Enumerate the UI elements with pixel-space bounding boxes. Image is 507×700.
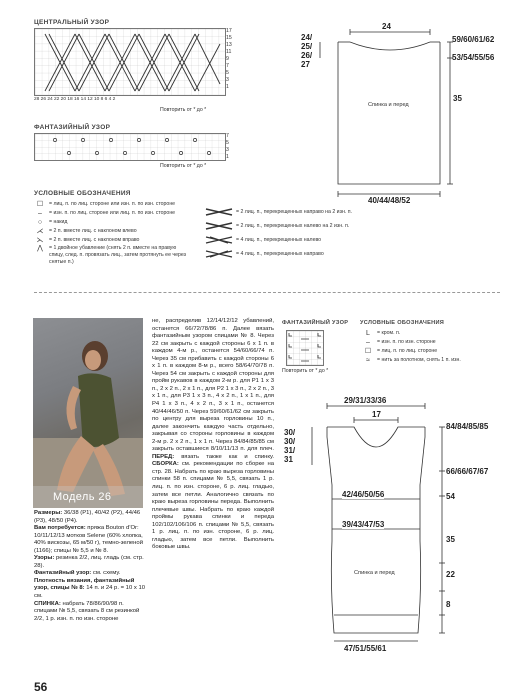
legend-cable-item: = 2 лиц. п., перекрещенных направо на 2 изн. п. <box>205 205 375 219</box>
legend-item: ⋀ = 1 двойное убавление (снять 2 п. вместе на правую спицу, след. п. провязать лиц., затем протянуть ее через снятые п.) <box>34 245 194 266</box>
legend-item: ○ = накид <box>34 218 194 227</box>
central-repeat-note: Повторить от * до * <box>160 107 207 113</box>
page-number: 56 <box>34 680 48 694</box>
bottom-left-heights: 30/ 30/ 31/ 31 <box>284 428 296 464</box>
right-legend-title: УСЛОВНЫЕ ОБОЗНАЧЕНИЯ <box>360 320 445 326</box>
purl-symbol-icon: – <box>38 210 42 217</box>
bottom-schematic <box>282 395 504 670</box>
legend-item: ☐ = лиц. п. по лиц. стороне <box>362 347 502 356</box>
top-schematic <box>300 18 500 208</box>
top-height-measure: 35 <box>453 94 462 103</box>
bottom-measure-r3: 54 <box>446 492 455 501</box>
top-schematic-drawing <box>300 18 500 208</box>
double-decrease-icon: ⋀ <box>37 245 43 252</box>
top-right-measure-2: 53/54/55/56 <box>452 53 495 62</box>
model-figure <box>33 318 143 508</box>
central-col-numbers: 28 26 24 22 20 18 16 14 12 10 8 6 4 2 <box>34 97 116 102</box>
knit-symbol-icon: ☐ <box>364 348 372 355</box>
bottom-measure-r2: 66/66/67/67 <box>446 467 489 476</box>
legend-item: ≈ = нить за полотном, снять 1 п. изн. <box>362 356 502 365</box>
bottom-width-1: 42/46/50/56 <box>342 490 385 499</box>
bottom-neck-width: 17 <box>372 410 381 419</box>
right-repeat-note: Повторить от * до * <box>282 368 329 374</box>
fancy-pattern-title: ФАНТАЗИЙНЫЙ УЗОР <box>34 124 111 131</box>
bottom-measure-r4: 35 <box>446 535 455 544</box>
top-schematic-label: Спинка и перед <box>368 102 409 108</box>
legend-list <box>34 200 194 266</box>
top-right-measure-1: 59/60/61/62 <box>452 35 495 44</box>
legend-item: ☐ = лиц. п. по лиц. стороне или изн. п. по изн. стороне <box>34 200 194 209</box>
slip-stitch-icon: ≈ <box>366 357 370 364</box>
legend-item: – = изн. п. по изн. стороне <box>362 338 502 347</box>
legend-item: ⋌ = 2 п. вместе лиц. с наклоном влево <box>34 227 194 236</box>
purl-symbol-icon: – <box>366 339 370 346</box>
k2tog-left-icon: ⋌ <box>36 228 44 235</box>
k2tog-right-icon: ⋋ <box>36 237 44 244</box>
legend-item: ⋋ = 2 п. вместе лиц. с наклоном вправо <box>34 236 194 245</box>
bottom-width-2: 39/43/47/53 <box>342 520 385 529</box>
legend-title: УСЛОВНЫЕ ОБОЗНАЧЕНИЯ <box>34 190 131 197</box>
legend-item: – = изн. п. по лиц. стороне или лиц. п. по изн. стороне <box>34 209 194 218</box>
cable4-left-icon <box>205 236 233 244</box>
right-fancy-title: ФАНТАЗИЙНЫЙ УЗОР <box>282 320 349 326</box>
cable-right-icon <box>205 208 233 216</box>
central-pattern-title: ЦЕНТРАЛЬНЫЙ УЗОР <box>34 19 110 26</box>
legend-cable-item: = 4 лиц. п., перекрещенных налево <box>205 233 375 247</box>
fancy-pattern-chart <box>34 133 226 161</box>
central-chart-grid <box>35 29 225 95</box>
model-caption: Модель 26 <box>53 491 112 503</box>
bottom-measure-r1: 84/84/85/85 <box>446 422 489 431</box>
top-bottom-measure: 40/44/48/52 <box>368 196 411 205</box>
legend-cable-item: = 4 лиц. п., перекрещенных направо <box>205 247 375 261</box>
bottom-measure-r6: 8 <box>446 600 451 609</box>
section-divider <box>34 292 500 293</box>
bottom-schematic-label: Спинка и перед <box>354 570 395 576</box>
fancy-chart-grid <box>35 134 225 160</box>
legend-cable-item: = 2 лиц. п., перекрещенных налево на 2 изн. п. <box>205 219 375 233</box>
legend-item: L = кром. п. <box>362 329 502 338</box>
central-pattern-chart <box>34 28 226 96</box>
yarn-over-icon: ○ <box>37 219 43 226</box>
middle-text-column: не, распределив 12/14/12/12 убавлений, останется 66/72/78/86 п. Далее вязать фантазийным узором спицами № 8. Через 22 см закрыть с каждой стороны 6 x 1 п. в каждом 4-м р., останется 54/60/66/74 п. Через 35 см прибавить с каждой стороны 6 x 1 п. в каждом 8-м р., всего 58/64/70/78 п. Через 54 см закрыть с каждой стороны для пройм рукавов в каждом 2-м р. для P1 1 x 3 п., 2 x 2 п., 2 x 1 п., для P2 1 x 3 п., 2 x 2 п., 3 x 1 п., для P3 1 x 3 п., 4 x 2 п., 1 x 1 п., для P4 1 x 3 п., 4 x 2 п., 3 x 1 п., останется 40/44/46/50 п. Через 59/60/61/62 см закрыть по центру для выреза горловины 10 п., далее закончить каждую часть отдельно, закрывая со стороны горловины в каждом 2-м р. 2 x 2 п., 1 x 1 п. Через 84/84/85/85 см закрыть оставшиеся 8/10/11/13 п. для плеч. ПЕРЕД: вязать также как и спинку. СБОРКА: см. рекомендации по сборке на стр. 28. Набрать по краю выреза горловины спинки 58 п. спицами № 5,5, связать 1 р. лиц. п. по изн. стороне, 6 р. лиц. гладью, затем все петли. Аналогично связать по краю выреза горловины переда. Выполнить плечевые швы. Набрать по краю каждой проймы рукава спинки и переда 102/102/106/106 п. спицами № 5,5, связать 1 р. лиц. п. по изн. стороне, 6 р. лиц. гладью, затем все петли. Выполнить боковые швы. <box>152 318 274 551</box>
knit-symbol-icon: ☐ <box>36 201 44 208</box>
central-row-numbers: 17 15 13 11 9 7 5 3 1 <box>226 28 232 90</box>
fancy-row-numbers: 7 5 3 1 <box>226 133 229 160</box>
fancy-repeat-note: Повторить от * до * <box>160 163 207 169</box>
model-photo <box>33 318 143 508</box>
top-left-heights: 24/ 25/ 26/ 27 <box>301 33 313 69</box>
top-width-measure: 24 <box>382 22 391 31</box>
right-chart-grid <box>287 331 323 365</box>
bottom-top-width: 29/31/33/36 <box>344 396 387 405</box>
right-legend-list <box>362 329 502 365</box>
cable-left-icon <box>205 222 233 230</box>
right-fancy-chart <box>286 330 324 366</box>
left-text-column: Размеры: 36/38 (P1), 40/42 (P2), 44/46 (P3), 48/50 (P4). Вам потребуется: пряжа Bouton d'Or: 10/11/12/13 мотков Selene (60% хлопка, 40% вискозы, 65 м/50 г), темно-зеленой (1166); спицы № 5,5 и № 8. Узоры: резинка 2/2, лиц. гладь (см. стр. 28). Фантазийный узор: см. схему. Плотность вязания, фантазийный узор, спицы № 8: 14 п. и 24 р. = 10 x 10 см. СПИНКА: набрать 78/86/90/98 п. спицами № 5,5, связать 8 см резинкой 2/2, 1 р. изн. п. по изн. стороне <box>34 510 145 622</box>
bottom-schematic-drawing <box>282 395 504 670</box>
edge-stitch-icon: L <box>366 330 370 337</box>
bottom-bottom-width: 47/51/55/61 <box>344 644 387 653</box>
bottom-measure-r5: 22 <box>446 570 455 579</box>
legend-cables <box>205 205 375 261</box>
cable4-right-icon <box>205 250 233 258</box>
